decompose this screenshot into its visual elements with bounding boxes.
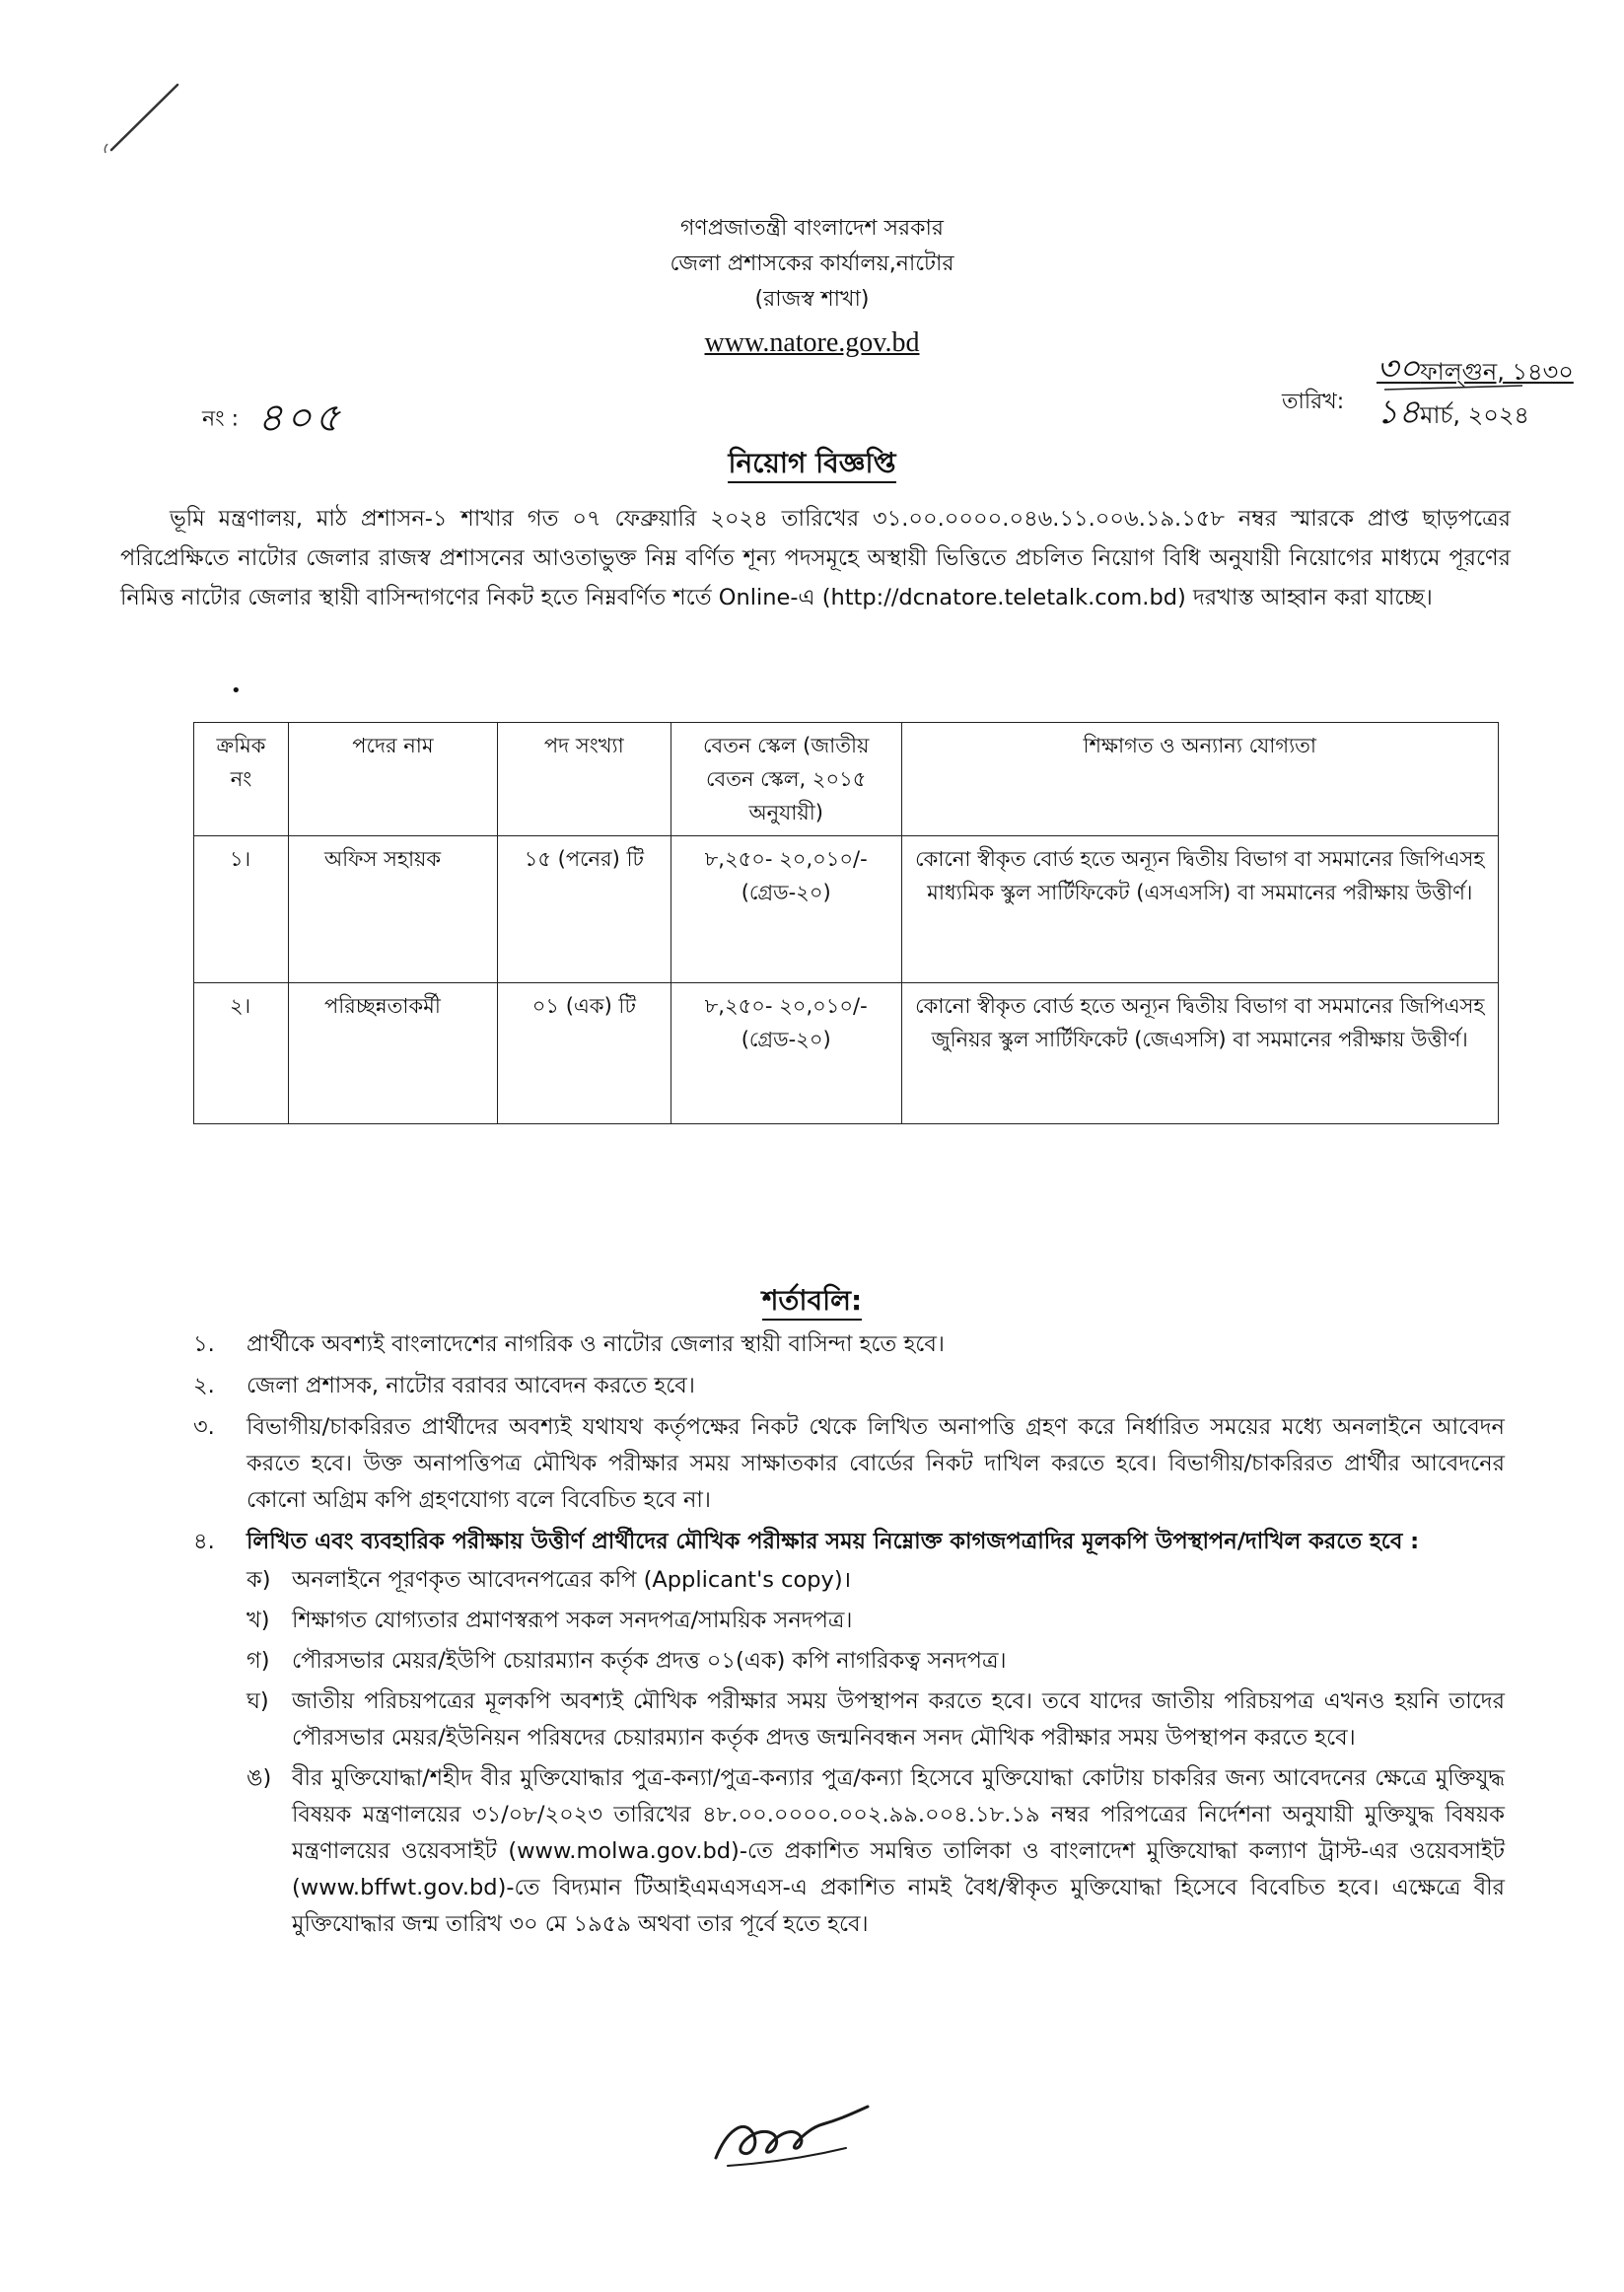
- term-text: জেলা প্রশাসক, নাটোর বরাবর আবেদন করতে হবে।: [247, 1373, 695, 1398]
- sub-item: [247, 1603, 1505, 1639]
- table-header-row: [194, 723, 1499, 836]
- header-count: পদ সংখ্যা: [497, 723, 671, 836]
- document-sublist: [247, 1562, 1505, 1943]
- date-block: [1282, 343, 1574, 432]
- section-name: (রাজস্ব শাখা): [754, 287, 870, 312]
- sub-text: জাতীয় পরিচয়পত্রের মূলকপি অবশ্যই মৌখিক পরীক্ষার সময় উপস্থাপন করতে হবে। তবে যাদের জাতীয় পরিচয়পত্র এখনও হয়নি তাদের পৌরসভার মেয়র/ইউনিয়ন পরিষদের চেয়ারম্যান কর্তৃক প্রদত্ত জন্মনিবন্ধন সনদ মৌখিক পরীক্ষার সময় উপস্থাপন করতে হবে।: [292, 1688, 1505, 1751]
- notice-title-text: নিয়োগ বিজ্ঞপ্তি: [728, 447, 895, 483]
- stray-mark: •: [231, 680, 242, 701]
- cell-post: অফিস সহায়ক: [288, 836, 497, 983]
- memo-value: ৪০৫: [257, 395, 343, 441]
- sub-number: ঘ): [247, 1688, 269, 1714]
- sub-text: বীর মুক্তিযোদ্ধা/শহীদ বীর মুক্তিযোদ্ধার পুত্র-কন্যা/পুত্র-কন্যার পুত্র/কন্যা হিসেবে মুক্তিযোদ্ধা কোটায় চাকরির জন্য আবেদনের ক্ষেত্রে মুক্তিযুদ্ধ বিষয়ক মন্ত্রণালয়ের ৩১/০৮/২০২৩ তারিখের ৪৮.০০.০০০০.০০২.৯৯.০০৪.১৮.১৯ নম্বর পরিপত্রের নির্দেশনা অনুযায়ী মুক্তিযুদ্ধ বিষয়ক মন্ত্রণালয়ের ওয়েবসাইট (www.molwa.gov.bd)-তে প্রকাশিত সমন্বিত তালিকা ও বাংলাদেশ মুক্তিযোদ্ধা কল্যাণ ট্রাস্ট-এর ওয়েবসাইট (www.bffwt.gov.bd)-তে বিদ্যমান টিআইএমএসএস-এ প্রকাশিত নামই বৈধ/স্বীকৃত মুক্তিযোদ্ধা হিসেবে বিবেচিত হবে। এক্ষেত্রে বীর মুক্তিযোদ্ধার জন্ম তারিখ ৩০ মে ১৯৫৯ অথবা তার পূর্বে হতে হবে।: [292, 1765, 1505, 1937]
- cell-pay: ৮,২৫০- ২০,০১০/- (গ্রেড-২০): [671, 983, 901, 1124]
- term-item: [193, 1524, 1505, 1943]
- terms-title: [0, 1279, 1624, 1325]
- bangla-date-rest: ফাল্গুন, ১৪৩০: [1420, 358, 1574, 386]
- notice-title: [0, 442, 1624, 488]
- gregorian-date: [1377, 387, 1529, 443]
- signature: [698, 2089, 895, 2178]
- letterhead: [0, 211, 1624, 365]
- header-qualification: শিক্ষাগত ও অন্যান্য যোগ্যতা: [901, 723, 1498, 836]
- cell-qualification: কোনো স্বীকৃত বোর্ড হতে অন্যূন দ্বিতীয় বিভাগ বা সমমানের জিপিএসহ মাধ্যমিক স্কুল সার্টিফিকেট (এসএসসি) বা সমমানের পরীক্ষায় উত্তীর্ণ।: [901, 836, 1498, 983]
- intro-paragraph: ভূমি মন্ত্রণালয়, মাঠ প্রশাসন-১ শাখার গত ০৭ ফেব্রুয়ারি ২০২৪ তারিখের ৩১.০০.০০০০.০৪৬.১১.০০৬.১৯.১৫৮ নম্বর স্মারকে প্রাপ্ত ছাড়পত্রের পরিপ্রেক্ষিতে নাটোর জেলার রাজস্ব প্রশাসনের আওতাভুক্ত নিম্ন বর্ণিত শূন্য পদসমূহে অস্থায়ী ভিত্তিতে প্রচলিত নিয়োগ বিধি অনুযায়ী নিয়োগের মাধ্যমে পূরণের নিমিত্ত নাটোর জেলার স্থায়ী বাসিন্দাগণের নিকট হতে নিম্নবর্ণিত শর্তে Online-এ (http://dcnatore.teletalk.com.bd) দরখাস্ত আহ্বান করা যাচ্ছে।: [120, 506, 1511, 610]
- term-number: ৩.: [193, 1414, 215, 1440]
- pen-mark: [94, 79, 182, 158]
- term-text: প্রার্থীকে অবশ্যই বাংলাদেশের নাগরিক ও নাটোর জেলার স্থায়ী বাসিন্দা হতে হবে।: [247, 1331, 945, 1357]
- terms-title-text: শর্তাবলি:: [762, 1284, 862, 1321]
- vacancy-table: [193, 722, 1499, 1124]
- table-row: [194, 836, 1499, 983]
- sub-text: অনলাইনে পূরণকৃত আবেদনপত্রের কপি (Applicant's copy)।: [292, 1567, 852, 1593]
- term-number: ৪.: [193, 1529, 215, 1554]
- term-item: [193, 1326, 1505, 1363]
- header-post: পদের নাম: [288, 723, 497, 836]
- header-pay: বেতন স্কেল (জাতীয় বেতন স্কেল, ২০১৫ অনুযায়ী): [671, 723, 901, 836]
- gregorian-date-day: ১৪: [1377, 393, 1421, 432]
- office-name: জেলা প্রশাসকের কার্যালয়,নাটোর: [670, 251, 954, 276]
- term-number: ১.: [193, 1331, 215, 1357]
- sub-item: [247, 1760, 1505, 1943]
- gregorian-date-rest: মার্চ, ২০২৪: [1420, 401, 1530, 429]
- term-item: [193, 1368, 1505, 1404]
- sub-number: ঙ): [247, 1765, 272, 1791]
- cell-serial: ২।: [194, 983, 289, 1124]
- cell-post: পরিচ্ছন্নতাকর্মী: [288, 983, 497, 1124]
- cell-count: ০১ (এক) টি: [497, 983, 671, 1124]
- date-label: তারিখ:: [1282, 390, 1345, 414]
- memo-label: নং :: [202, 406, 240, 432]
- cell-pay: ৮,২৫০- ২০,০১০/- (গ্রেড-২০): [671, 836, 901, 983]
- term-text: লিখিত এবং ব্যবহারিক পরীক্ষায় উত্তীর্ণ প্রার্থীদের মৌখিক পরীক্ষার সময় নিম্নোক্ত কাগজপত্রাদির মূলকপি উপস্থাপন/দাখিল করতে হবে :: [247, 1529, 1420, 1554]
- sub-text: পৌরসভার মেয়র/ইউপি চেয়ারম্যান কর্তৃক প্রদত্ত ০১(এক) কপি নাগরিকত্ব সনদপত্র।: [292, 1648, 1007, 1674]
- website-link[interactable]: www.natore.gov.bd: [704, 327, 920, 358]
- bangla-date-day: ৩০: [1377, 349, 1421, 389]
- table-row: [194, 983, 1499, 1124]
- sub-item: [247, 1683, 1505, 1756]
- sub-item: [247, 1643, 1505, 1680]
- cell-qualification: কোনো স্বীকৃত বোর্ড হতে অন্যূন দ্বিতীয় বিভাগ বা সমমানের জিপিএসহ জুনিয়র স্কুল সার্টিফিকেট (জেএসসি) বা সমমানের পরীক্ষায় উত্তীর্ণ।: [901, 983, 1498, 1124]
- sub-number: গ): [247, 1648, 270, 1674]
- term-item: [193, 1409, 1505, 1519]
- sub-text: শিক্ষাগত যোগ্যতার প্রমাণস্বরূপ সকল সনদপত্র/সাময়িক সনদপত্র।: [292, 1608, 853, 1633]
- government-name: গণপ্রজাতন্ত্রী বাংলাদেশ সরকার: [679, 216, 945, 241]
- sub-item: [247, 1562, 1505, 1599]
- cell-count: ১৫ (পনের) টি: [497, 836, 671, 983]
- term-number: ২.: [193, 1373, 215, 1398]
- terms-list: [193, 1326, 1505, 1948]
- header-serial: ক্রমিক নং: [194, 723, 289, 836]
- term-text: বিভাগীয়/চাকরিরত প্রার্থীদের অবশ্যই যথাযথ কর্তৃপক্ষের নিকট থেকে লিখিত অনাপত্তি গ্রহণ করে নির্ধারিত সময়ের মধ্যে অনলাইনে আবেদন করতে হবে। উক্ত অনাপত্তিপত্র মৌখিক পরীক্ষার সময় সাক্ষাতকার বোর্ডের নিকট দাখিল করতে হবে। বিভাগীয়/চাকরিরত প্রার্থীর আবেদনের কোনো অগ্রিম কপি গ্রহণযোগ্য বলে বিবেচিত হবে না।: [247, 1414, 1505, 1513]
- sub-number: ক): [247, 1567, 271, 1593]
- cell-serial: ১।: [194, 836, 289, 983]
- sub-number: খ): [247, 1608, 270, 1633]
